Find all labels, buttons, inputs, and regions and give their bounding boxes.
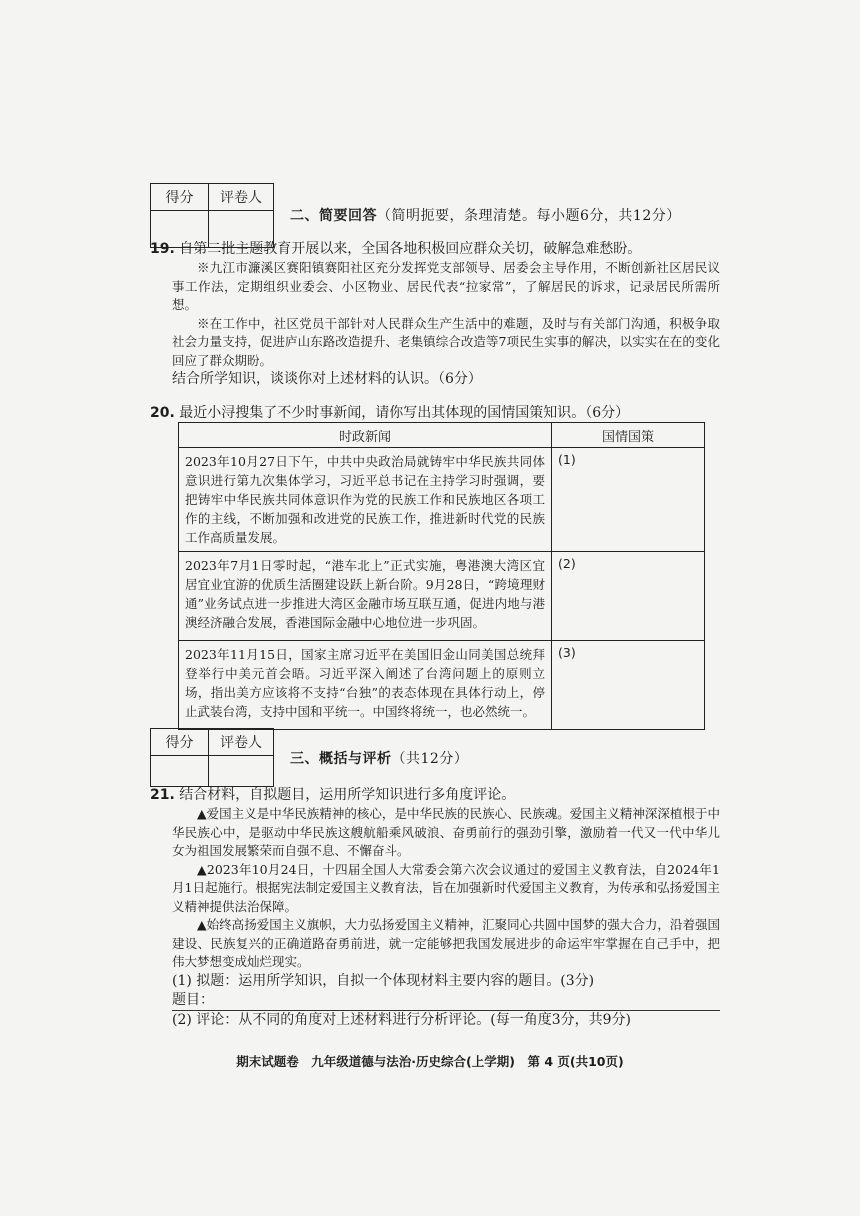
score-cell <box>151 756 209 787</box>
q19-question: 结合所学知识，谈谈你对上述材料的认识。（6分） <box>172 371 482 387</box>
col-news-header: 时政新闻 <box>179 423 552 448</box>
section2-heading <box>290 205 681 225</box>
table-row <box>179 552 705 641</box>
q19-number: 19. <box>150 241 175 257</box>
section3-note: （共12分） <box>391 751 469 767</box>
question-20-stem <box>150 404 720 423</box>
score-label: 得分 <box>151 729 209 756</box>
q19-material-1: ※九江市濂溪区赛阳镇赛阳社区充分发挥党支部领导、居委会主导作用，不断创新社区居民议事工作法，定期组织业委会、小区物业、居民代表“拉家常”，了解居民的诉求，记录居民所需所想。 <box>172 260 720 312</box>
policy-table <box>178 422 705 730</box>
score-box-section3 <box>150 728 274 787</box>
topic-answer-line[interactable] <box>172 991 720 1011</box>
question-19 <box>150 240 720 389</box>
q21-part-2: (2) 评论：从不同的角度对上述材料进行分析评论。(每一角度3分，共9分) <box>172 1011 632 1028</box>
q20-stem: 最近小浔搜集了不少时事新闻，请你写出其体现的国情国策知识。（6分） <box>179 405 630 421</box>
q21-part-1: (1) 拟题：运用所学知识，自拟一个体现材料主要内容的题目。(3分) <box>172 972 595 989</box>
section2-note: （简明扼要，条理清楚。每小题6分，共12分） <box>377 208 681 224</box>
q21-material-3: ▲始终高扬爱国主义旗帜，大力弘扬爱国主义精神，汇聚同心共圆中国梦的强大合力，沿着强国建设、民族复兴的正确道路奋勇前进，就一定能够把我国发展进步的命运牢牢掌握在自己手中，把伟大梦想变成灿烂现实。 <box>172 917 720 969</box>
q20-number: 20. <box>150 405 175 421</box>
score-label: 得分 <box>151 184 209 211</box>
section3-heading <box>290 748 468 768</box>
question-21 <box>150 786 720 1030</box>
grader-label: 评卷人 <box>209 184 274 211</box>
col-policy-header: 国情国策 <box>552 423 705 448</box>
answer-cell[interactable]: (3) <box>552 641 705 730</box>
q19-material-2: ※在工作中，社区党员干部针对人民群众生产生活中的难题，及时与有关部门沟通，积极争取社会力量支持，促进庐山东路改造提升、老集镇综合改造等7项民生实事的解决，以实实在在的变化回应了群众期盼。 <box>172 315 720 368</box>
q21-number: 21. <box>150 787 175 803</box>
q19-stem: 自第二批主题教育开展以来，全国各地积极回应群众关切，破解急难愁盼。 <box>179 241 642 257</box>
grader-label: 评卷人 <box>209 729 274 756</box>
answer-cell[interactable]: (1) <box>552 448 705 552</box>
q21-stem: 结合材料，自拟题目，运用所学知识进行多角度评论。 <box>179 787 516 803</box>
section3-title: 三、概括与评析 <box>290 751 392 767</box>
section2-title: 二、简要回答 <box>290 208 377 224</box>
grader-cell <box>209 756 274 787</box>
topic-label: 题目： <box>172 991 214 1008</box>
q21-material-1: ▲爱国主义是中华民族精神的核心，是中华民族的民族心、民族魂。爱国主义精神深深植根于中华民族心中，是驱动中华民族这艘航船乘风破浪、奋勇前行的强劲引擎，激励着一代又一代中华儿女为祖国发展繁荣而自强不息、不懈奋斗。 <box>172 806 720 858</box>
answer-cell[interactable]: (2) <box>552 552 705 641</box>
page-footer: 期末试题卷 九年级道德与法治·历史综合(上学期) 第 4 页(共10页) <box>236 1054 624 1069</box>
news-cell: 2023年11月15日，国家主席习近平在美国旧金山同美国总统拜登举行中美元首会晤。习近平深入阐述了台湾问题上的原则立场，指出美方应该将不支持“台独”的表态体现在具体行动上，停止武装台湾，支持中国和平统一。中国终将统一，也必然统一。 <box>179 641 552 730</box>
news-cell: 2023年7月1日零时起，“港车北上”正式实施，粤港澳大湾区宜居宜业宜游的优质生活圈建设跃上新台阶。9月28日，“跨境理财通”业务试点进一步推进大湾区金融市场互联互通，促进内地与港澳经济融合发展，香港国际金融中心地位进一步巩固。 <box>179 552 552 641</box>
news-cell: 2023年10月27日下午，中共中央政治局就铸牢中华民族共同体意识进行第九次集体学习，习近平总书记在主持学习时强调，要把铸牢中华民族共同体意识作为党的民族工作和民族地区各项工作的主线，不断加强和改进党的民族工作，推进新时代党的民族工作高质量发展。 <box>179 448 552 552</box>
q21-material-2: ▲2023年10月24日，十四届全国人大常委会第六次会议通过的爱国主义教育法，自2024年1月1日起施行。根据宪法制定爱国主义教育法，旨在加强新时代爱国主义教育，为传承和弘扬爱国主义精神提供法治保障。 <box>172 861 720 914</box>
score-box-section2 <box>150 183 274 248</box>
table-row <box>179 641 705 730</box>
table-row <box>179 448 705 552</box>
